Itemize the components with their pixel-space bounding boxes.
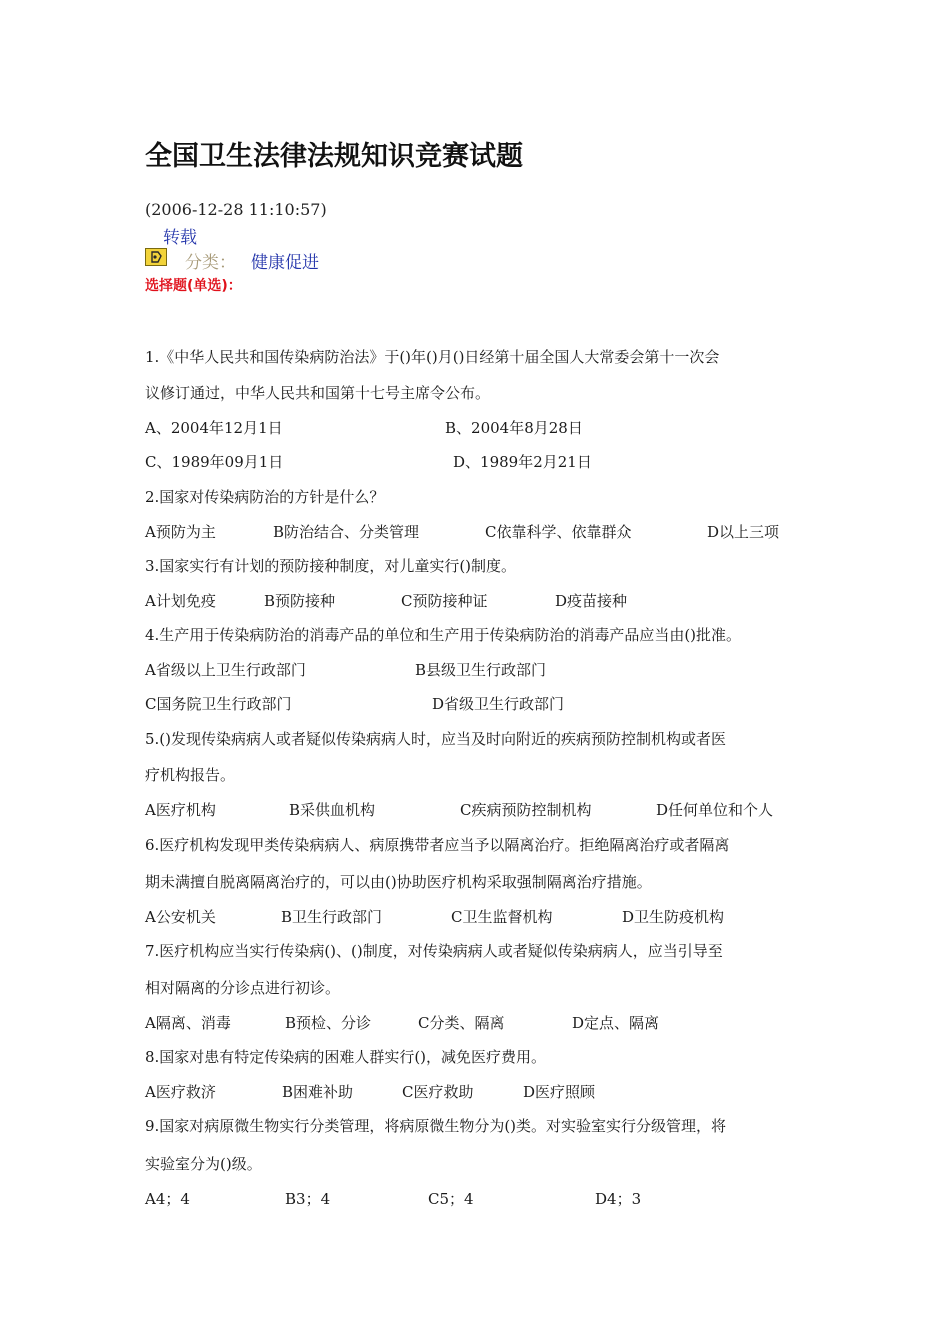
question-2-option: A预防为主 (145, 523, 216, 541)
category-tag-icon (145, 248, 167, 266)
question-4-option: D省级卫生行政部门 (432, 695, 565, 713)
question-3-options-row (145, 591, 845, 611)
question-4-option: C国务院卫生行政部门 (145, 695, 292, 713)
category-link[interactable]: 健康促进 (251, 253, 319, 273)
question-8-options-row (145, 1082, 845, 1102)
repost-link[interactable]: 转载 (163, 228, 197, 248)
question-3-option: D疫苗接种 (555, 592, 628, 610)
question-2-option: B防治结合、分类管理 (273, 523, 420, 541)
question-9-option: B3；4 (285, 1190, 331, 1208)
question-4-options-row (145, 694, 845, 714)
question-8-option: A医疗救济 (145, 1083, 216, 1101)
question-1-text-line: 议修订通过，中华人民共和国第十七号主席令公布。 (145, 384, 491, 402)
question-4-option: B县级卫生行政部门 (415, 661, 547, 679)
question-3-text-line: 3.国家实行有计划的预防接种制度，对儿童实行()制度。 (145, 557, 517, 575)
question-1-option: B、2004年8月28日 (445, 419, 583, 437)
question-6-option: D卫生防疫机构 (622, 908, 725, 926)
question-6-option: A公安机关 (145, 908, 216, 926)
question-5-option: C疾病预防控制机构 (460, 801, 592, 819)
question-8-text-line: 8.国家对患有特定传染病的困难人群实行()，减免医疗费用。 (145, 1048, 547, 1066)
question-9-text-line: 9.国家对病原微生物实行分类管理，将病原微生物分为()类。对实验室实行分级管理，将 (145, 1117, 727, 1135)
question-3-option: A计划免疫 (145, 592, 216, 610)
question-1-text-line: 1.《中华人民共和国传染病防治法》于()年()月()日经第十届全国人大常委会第十一次会 (145, 348, 720, 366)
category-label: 分类： (185, 253, 236, 273)
question-1-options-row (145, 452, 845, 472)
question-2-option: C依靠科学、依靠群众 (485, 523, 632, 541)
question-6-option: C卫生监督机构 (451, 908, 553, 926)
question-3-option: B预防接种 (264, 592, 336, 610)
question-1-options-row (145, 418, 845, 438)
question-1-option: C、1989年09月1日 (145, 453, 284, 471)
question-4-option: A省级以上卫生行政部门 (145, 661, 306, 679)
question-5-text-line: 5.()发现传染病病人或者疑似传染病病人时，应当及时向附近的疾病预防控制机构或者医 (145, 730, 727, 748)
question-4-options-row (145, 660, 845, 680)
question-2-options-row (145, 522, 845, 542)
question-9-option: C5；4 (428, 1190, 474, 1208)
question-7-option: C分类、隔离 (418, 1014, 505, 1032)
question-2-option: D以上三项 (707, 523, 780, 541)
question-4-text-line: 4.生产用于传染病防治的消毒产品的单位和生产用于传染病防治的消毒产品应当由()批准。 (145, 626, 742, 644)
question-5-option: D任何单位和个人 (656, 801, 774, 819)
question-1-option: A、2004年12月1日 (145, 419, 283, 437)
question-7-text-line: 7.医疗机构应当实行传染病()、()制度，对传染病病人或者疑似传染病病人，应当引导至 (145, 942, 723, 960)
question-3-option: C预防接种证 (401, 592, 488, 610)
question-5-option: B采供血机构 (289, 801, 376, 819)
question-8-option: C医疗救助 (402, 1083, 474, 1101)
question-2-text-line: 2.国家对传染病防治的方针是什么？ (145, 488, 385, 506)
section-title: 选择题(单选)： (145, 278, 242, 294)
question-8-option: B困难补助 (282, 1083, 354, 1101)
question-5-option: A医疗机构 (145, 801, 216, 819)
question-5-text-line: 疗机构报告。 (145, 766, 236, 784)
question-1-option: D、1989年2月21日 (453, 453, 592, 471)
question-9-text-line: 实验室分为()级。 (145, 1155, 262, 1173)
question-6-text-line: 期未满擅自脱离隔离治疗的，可以由()协助医疗机构采取强制隔离治疗措施。 (145, 873, 652, 891)
question-7-options-row (145, 1013, 845, 1033)
post-timestamp: (2006-12-28 11:10:57) (145, 200, 327, 219)
page-title: 全国卫生法律法规知识竞赛试题 (145, 141, 523, 172)
question-9-options-row (145, 1189, 845, 1209)
question-5-options-row (145, 800, 845, 820)
question-7-text-line: 相对隔离的分诊点进行初诊。 (145, 979, 341, 997)
question-7-option: B预检、分诊 (285, 1014, 372, 1032)
question-7-option: A隔离、消毒 (145, 1014, 231, 1032)
question-6-text-line: 6.医疗机构发现甲类传染病病人、病原携带者应当予以隔离治疗。拒绝隔离治疗或者隔离 (145, 836, 730, 854)
question-6-option: B卫生行政部门 (281, 908, 383, 926)
question-9-option: D4；3 (595, 1190, 642, 1208)
question-7-option: D定点、隔离 (572, 1014, 660, 1032)
question-9-option: A4；4 (145, 1190, 190, 1208)
question-6-options-row (145, 907, 845, 927)
question-8-option: D医疗照顾 (523, 1083, 596, 1101)
